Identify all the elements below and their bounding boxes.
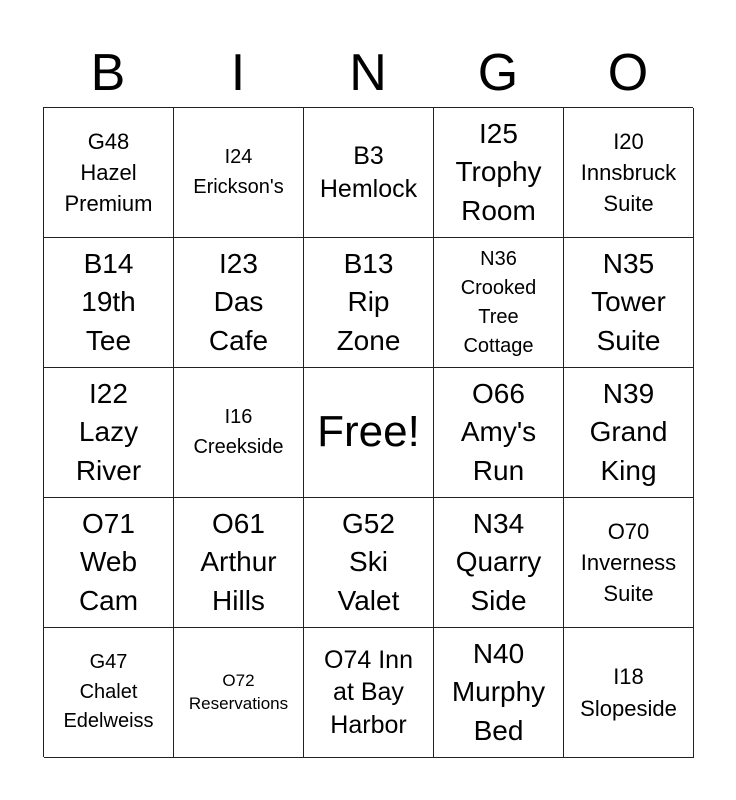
bingo-cell-r2-c3[interactable] (434, 368, 564, 498)
header-letter-i: I (230, 44, 246, 102)
bingo-cell-r3-c3[interactable] (434, 498, 564, 628)
cell-label: I23 Das Cafe (208, 247, 269, 356)
bingo-cell-r0-c4[interactable] (564, 108, 694, 238)
cell-label: I16 Creekside (193, 405, 284, 458)
bingo-cell-r1-c3[interactable] (434, 238, 564, 368)
bingo-board (43, 107, 693, 757)
bingo-cell-r4-c4[interactable] (564, 628, 694, 758)
bingo-cell-r3-c2[interactable] (304, 498, 434, 628)
cell-label: B13 Rip Zone (336, 247, 401, 356)
cell-label: N39 Grand King (589, 377, 668, 486)
bingo-cell-r3-c0[interactable] (44, 498, 174, 628)
header-letter-b: B (90, 44, 126, 102)
cell-label: I22 Lazy River (75, 377, 142, 486)
header-letter-g: G (477, 44, 519, 102)
cell-label: B3 Hemlock (319, 142, 418, 203)
bingo-cell-r4-c1[interactable] (174, 628, 304, 758)
bingo-cell-r1-c0[interactable] (44, 238, 174, 368)
cell-label: G47 Chalet Edelweiss (63, 651, 154, 733)
cell-label: I24 Erickson's (193, 145, 284, 198)
cell-label: O66 Amy's Run (460, 377, 537, 486)
bingo-cell-r3-c4[interactable] (564, 498, 694, 628)
cell-label: N36 Crooked Tree Cottage (460, 247, 537, 357)
bingo-cell-r4-c0[interactable] (44, 628, 174, 758)
cell-label: G52 Ski Valet (337, 507, 400, 616)
bingo-cell-r1-c2[interactable] (304, 238, 434, 368)
cell-label: O70 Inverness Suite (580, 518, 677, 607)
bingo-cell-r2-c0[interactable] (44, 368, 174, 498)
cell-label: B14 19th Tee (81, 247, 136, 356)
cell-label: O74 Inn at Bay Harbor (324, 645, 413, 739)
bingo-cell-r2-c4[interactable] (564, 368, 694, 498)
cell-label: I25 Trophy Room (455, 117, 542, 226)
free-space[interactable] (304, 368, 434, 498)
header-letter-o: O (607, 44, 649, 102)
bingo-cell-r3-c1[interactable] (174, 498, 304, 628)
header-letter-n: N (349, 44, 387, 102)
cell-label: O71 Web Cam (78, 507, 139, 616)
bingo-cell-r0-c0[interactable] (44, 108, 174, 238)
bingo-cell-r2-c1[interactable] (174, 368, 304, 498)
bingo-cell-r1-c1[interactable] (174, 238, 304, 368)
cell-label: O72 Reservations (188, 670, 289, 713)
cell-label: I20 Innsbruck Suite (580, 128, 677, 217)
cell-label: N35 Tower Suite (591, 247, 666, 356)
bingo-cell-r4-c3[interactable] (434, 628, 564, 758)
bingo-header (43, 40, 693, 106)
cell-label: I18 Slopeside (580, 664, 677, 721)
cell-label: O61 Arthur Hills (200, 507, 277, 616)
cell-label: N40 Murphy Bed (451, 637, 546, 746)
bingo-cell-r0-c3[interactable] (434, 108, 564, 238)
cell-label: N34 Quarry Side (455, 507, 542, 616)
cell-label: G48 Hazel Premium (64, 128, 153, 217)
free-space-label: Free! (317, 407, 420, 457)
bingo-cell-r0-c1[interactable] (174, 108, 304, 238)
bingo-cell-r0-c2[interactable] (304, 108, 434, 238)
bingo-cell-r1-c4[interactable] (564, 238, 694, 368)
bingo-cell-r4-c2[interactable] (304, 628, 434, 758)
